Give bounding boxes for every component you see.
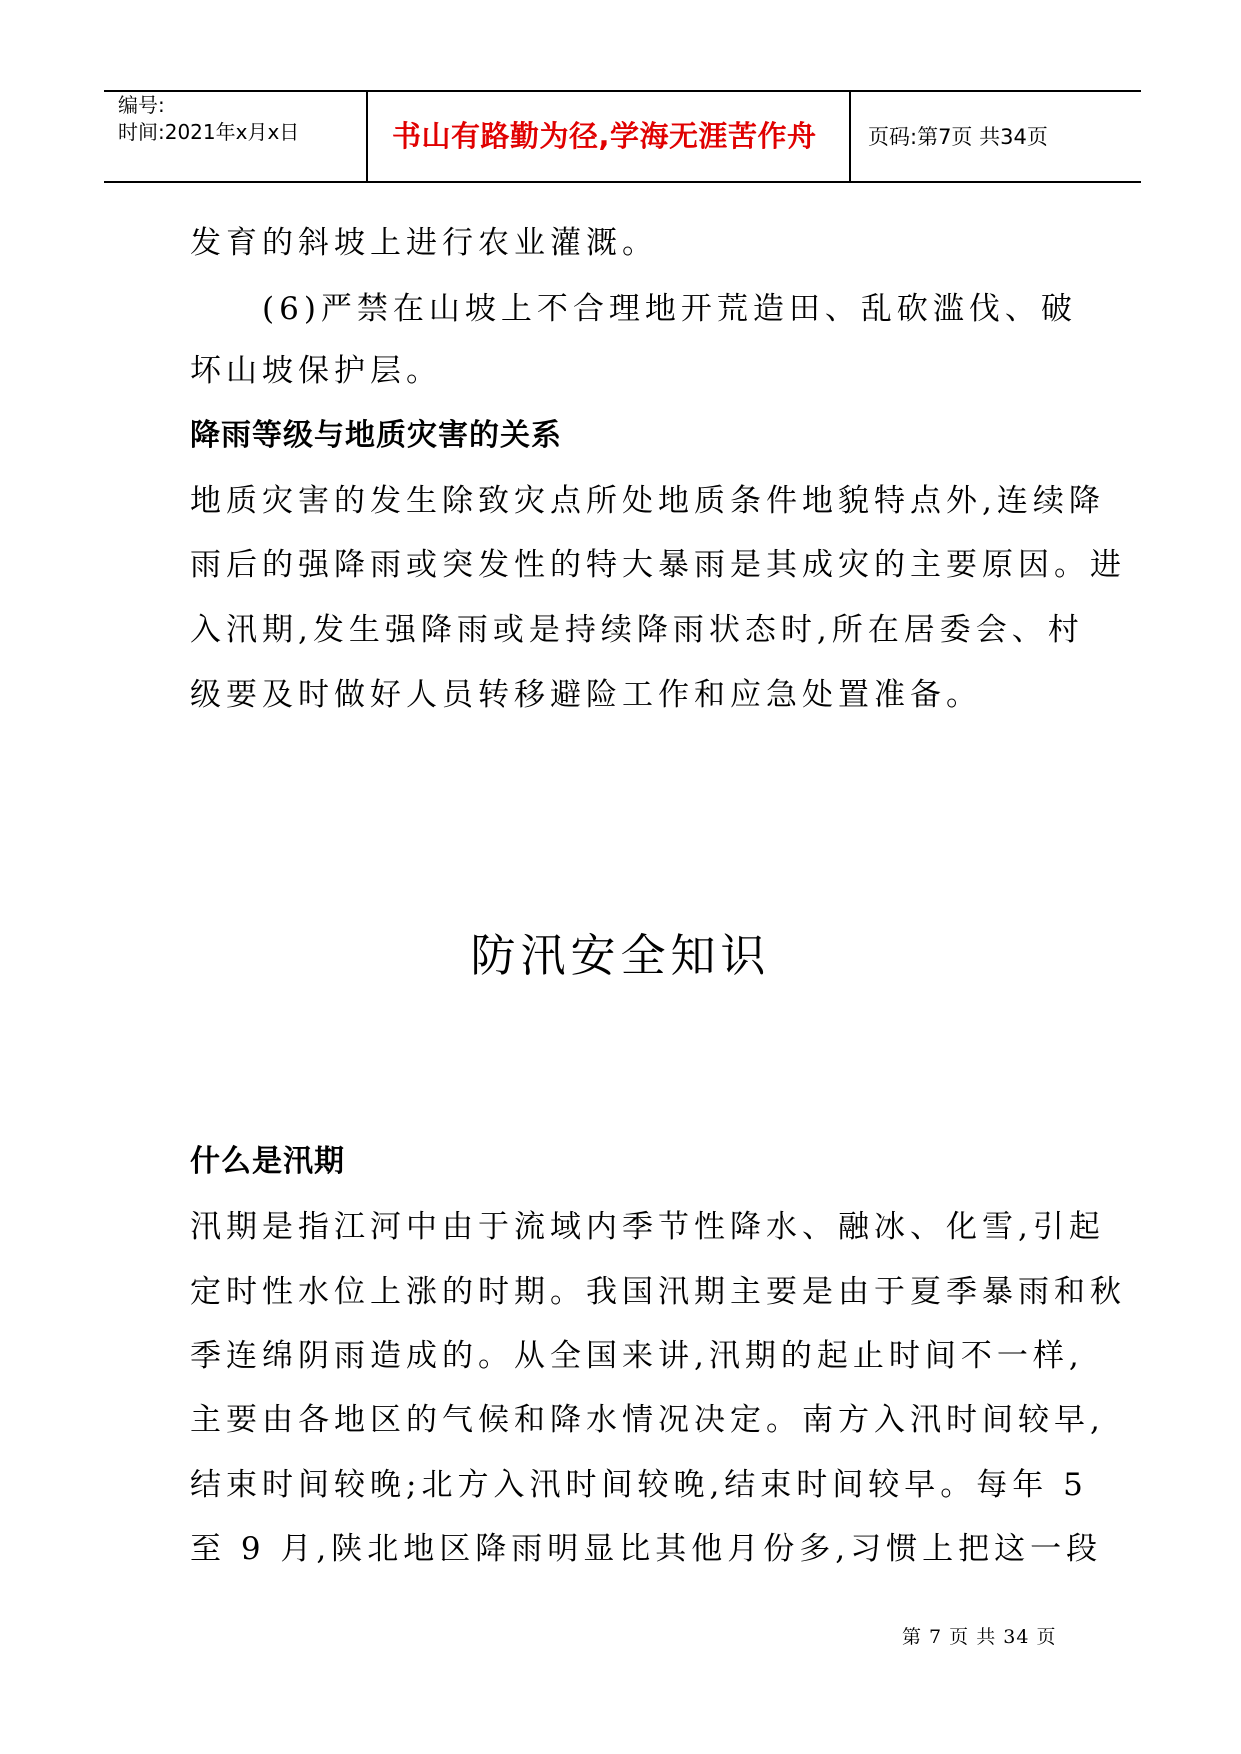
text-line: 结束时间较晚;北方入汛时间较晚,结束时间较早。每年 5 <box>190 1467 1088 1503</box>
text-line: 级要及时做好人员转移避险工作和应急处置准备。 <box>190 677 982 713</box>
document-title: 防汛安全知识 <box>470 929 771 982</box>
header-divider-left <box>366 92 368 181</box>
text-line: 定时性水位上涨的时期。我国汛期主要是由于夏季暴雨和秋 <box>190 1274 1126 1310</box>
header-number-label: 编号: <box>118 93 165 117</box>
section-heading: 什么是汛期 <box>190 1144 345 1179</box>
section-heading: 降雨等级与地质灾害的关系 <box>190 418 562 453</box>
text-line: 汛期是指江河中由于流域内季节性降水、融冰、化雪,引起 <box>190 1209 1105 1245</box>
text-line: 主要由各地区的气候和降水情况决定。南方入汛时间较早, <box>190 1402 1105 1438</box>
header-bottom-rule <box>104 181 1141 183</box>
text-line: 季连绵阴雨造成的。从全国来讲,汛期的起止时间不一样, <box>190 1338 1084 1374</box>
text-line: 发育的斜坡上进行农业灌溉。 <box>190 225 658 261</box>
text-line: (6)严禁在山坡上不合理地开荒造田、乱砍滥伐、破 <box>262 291 1077 327</box>
header-time-label: 时间:2021年x月x日 <box>118 120 300 144</box>
text-line: 至 9 月,陕北地区降雨明显比其他月份多,习惯上把这一段 <box>190 1531 1103 1567</box>
header-divider-right <box>849 92 851 181</box>
text-line: 坏山坡保护层。 <box>190 353 442 389</box>
header-slogan: 书山有路勤为径,学海无涯苦作舟 <box>392 119 817 153</box>
header-top-rule <box>104 90 1141 92</box>
header-page-label: 页码:第7页 共34页 <box>868 125 1048 149</box>
text-line: 雨后的强降雨或突发性的特大暴雨是其成灾的主要原因。进 <box>190 547 1126 583</box>
text-line: 入汛期,发生强降雨或是持续降雨状态时,所在居委会、村 <box>190 612 1084 648</box>
page-footer: 第 7 页 共 34 页 <box>902 1626 1057 1648</box>
text-line: 地质灾害的发生除致灾点所处地质条件地貌特点外,连续降 <box>190 483 1105 519</box>
